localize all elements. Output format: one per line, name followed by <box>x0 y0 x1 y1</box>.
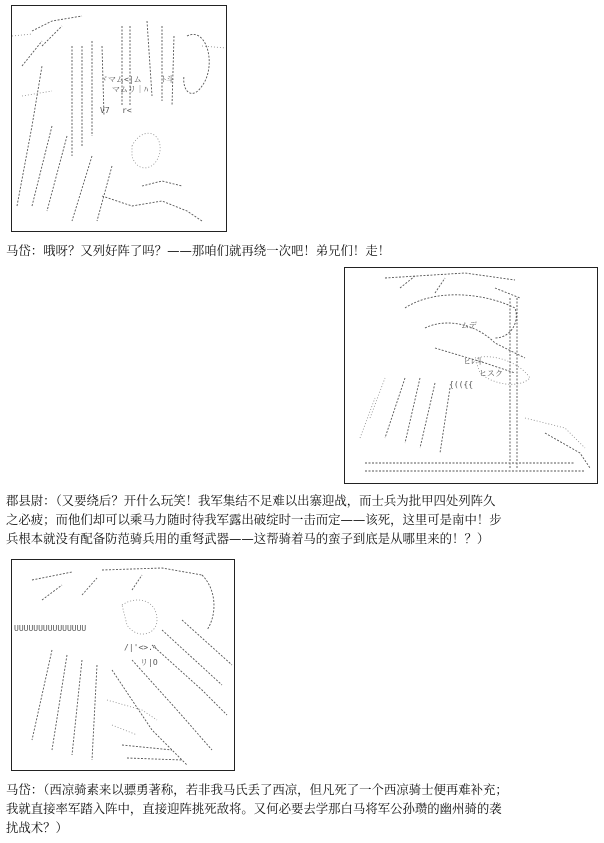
art-glyphs: ヒﾚ斗 <box>463 357 483 366</box>
art-glyphs: ムデ <box>461 321 477 330</box>
art-glyphs: /|'<>.ﾍ <box>124 643 157 652</box>
manga-panel-1 <box>11 5 227 232</box>
dialog-ma-dai-1 <box>6 241 602 260</box>
dialog-line: 兵根本就没有配备防范骑兵用的重弩武器——这帮骑着马的蛮子到底是从哪里来的！？） <box>6 531 490 546</box>
art-glyphs: ヒスク <box>479 369 503 378</box>
art-glyphs: {(({{ <box>449 380 474 389</box>
dialog-line: 马岱：（西凉骑素来以骠勇著称，若非我马氏丢了西凉，但凡死了一个西凉骑士便再难补充； <box>6 782 508 797</box>
dialog-line: 扰战术？） <box>6 820 68 835</box>
dialog-ma-dai-2 <box>6 780 602 837</box>
manga-panel-2 <box>344 267 598 484</box>
art-glyphs: V7 <box>100 106 110 115</box>
ascii-art-illustration <box>12 6 226 231</box>
art-glyphs: リ|O <box>140 658 158 667</box>
art-glyphs: UUUUUUUUUUUUUUU <box>14 624 87 633</box>
manga-panel-3 <box>11 559 235 771</box>
art-glyphs: r< <box>122 106 132 115</box>
dialog-line: 郡县尉：（又要绕后？开什么玩笑！我军集结不足难以出寨迎战，而士兵为批甲四处列阵久 <box>6 493 496 508</box>
art-glyphs: ﾄ斗 <box>162 75 174 84</box>
dialog-county-lieutenant <box>6 491 602 548</box>
ascii-art-illustration <box>345 268 597 483</box>
art-glyphs: ヾマム<|ム <box>100 75 142 84</box>
dialog-line: 马岱：哦呀？又列好阵了吗？——那咱们就再绕一次吧！弟兄们！走！ <box>6 243 391 258</box>
art-glyphs: マムリ｜ﾊ <box>112 85 148 94</box>
dialog-line: 之必疲；而他们却可以乘马力随时待我军露出破绽时一击而定——该死，这里可是南中！步 <box>6 512 502 527</box>
dialog-line: 我就直接率军踏入阵中，直接迎阵挑死敌将。又何必要去学那白马将军公孙瓒的幽州骑的袭 <box>6 801 502 816</box>
ascii-art-illustration <box>12 560 234 770</box>
